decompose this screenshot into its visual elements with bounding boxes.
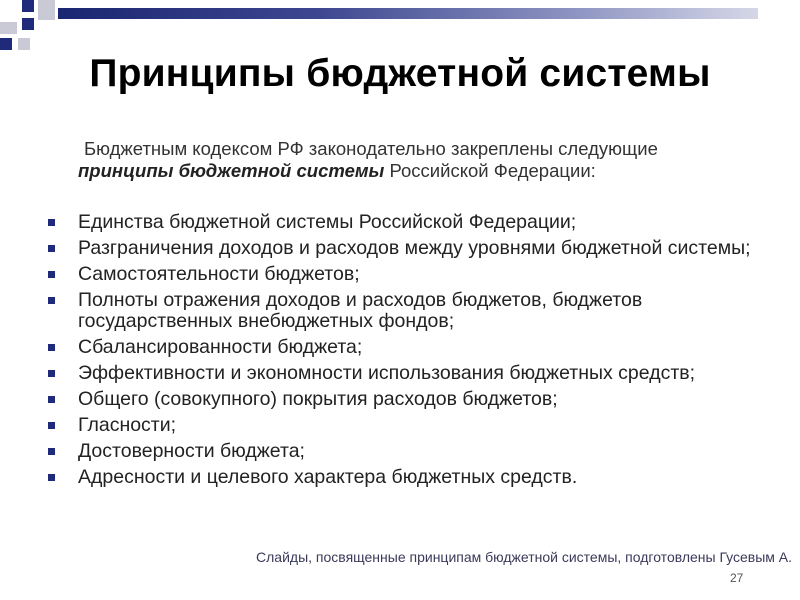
list-item [44, 238, 794, 259]
intro-emphasis: принципы бюджетной системы [78, 160, 385, 181]
intro-line-1: Бюджетным кодексом РФ законодательно закреплены следующие [84, 138, 658, 159]
decorative-square [22, 0, 34, 12]
slide-title: Принципы бюджетной системы [89, 52, 711, 95]
square-bullet-icon [48, 370, 55, 377]
principles-list [44, 212, 794, 493]
square-bullet-icon [48, 245, 55, 252]
square-bullet-icon [48, 297, 55, 304]
list-item [44, 389, 794, 410]
decorative-square [18, 38, 30, 50]
list-item-text: Эффективности и экономности использования бюджетных средств; [78, 362, 696, 384]
list-item-text: Достоверности бюджета; [78, 440, 305, 462]
list-item [44, 415, 794, 436]
list-item-text: Полноты отражения доходов и расходов бюджетов, бюджетов государственных внебюджетных фондов; [78, 289, 643, 332]
list-item-text: Гласности; [78, 414, 177, 436]
intro-line-2 [78, 160, 794, 182]
list-item-text: Разграничения доходов и расходов между уровнями бюджетной системы; [78, 237, 751, 259]
square-bullet-icon [48, 422, 55, 429]
square-bullet-icon [48, 271, 55, 278]
list-item [44, 264, 794, 285]
list-item [44, 363, 794, 384]
footer-credit: Слайды, посвященные принципам бюджетной системы, подготовлены Гусевым А. [256, 549, 792, 565]
list-item [44, 337, 794, 358]
list-item-text: Самостоятельности бюджетов; [78, 263, 360, 285]
list-item-text: Сбалансированности бюджета; [78, 336, 363, 358]
list-item-text: Единства бюджетной системы Российской Федерации; [78, 211, 577, 233]
decorative-square [0, 22, 17, 34]
list-item [44, 212, 794, 233]
decorative-square [0, 38, 12, 50]
intro-paragraph [78, 138, 794, 182]
square-bullet-icon [48, 219, 55, 226]
decorative-square [758, 0, 800, 30]
decorative-square [22, 18, 34, 30]
header-gradient-bar [58, 8, 800, 19]
list-item [44, 467, 794, 488]
list-item-text: Общего (совокупного) покрытия расходов бюджетов; [78, 388, 558, 410]
list-item [44, 441, 794, 462]
intro-line-2-rest: Российской Федерации: [384, 160, 596, 181]
list-item [44, 290, 794, 332]
square-bullet-icon [48, 448, 55, 455]
square-bullet-icon [48, 344, 55, 351]
decorative-square [38, 0, 55, 20]
list-item-text: Адресности и целевого характера бюджетных средств. [78, 466, 578, 488]
square-bullet-icon [48, 396, 55, 403]
square-bullet-icon [48, 474, 55, 481]
page-number: 27 [730, 571, 744, 585]
